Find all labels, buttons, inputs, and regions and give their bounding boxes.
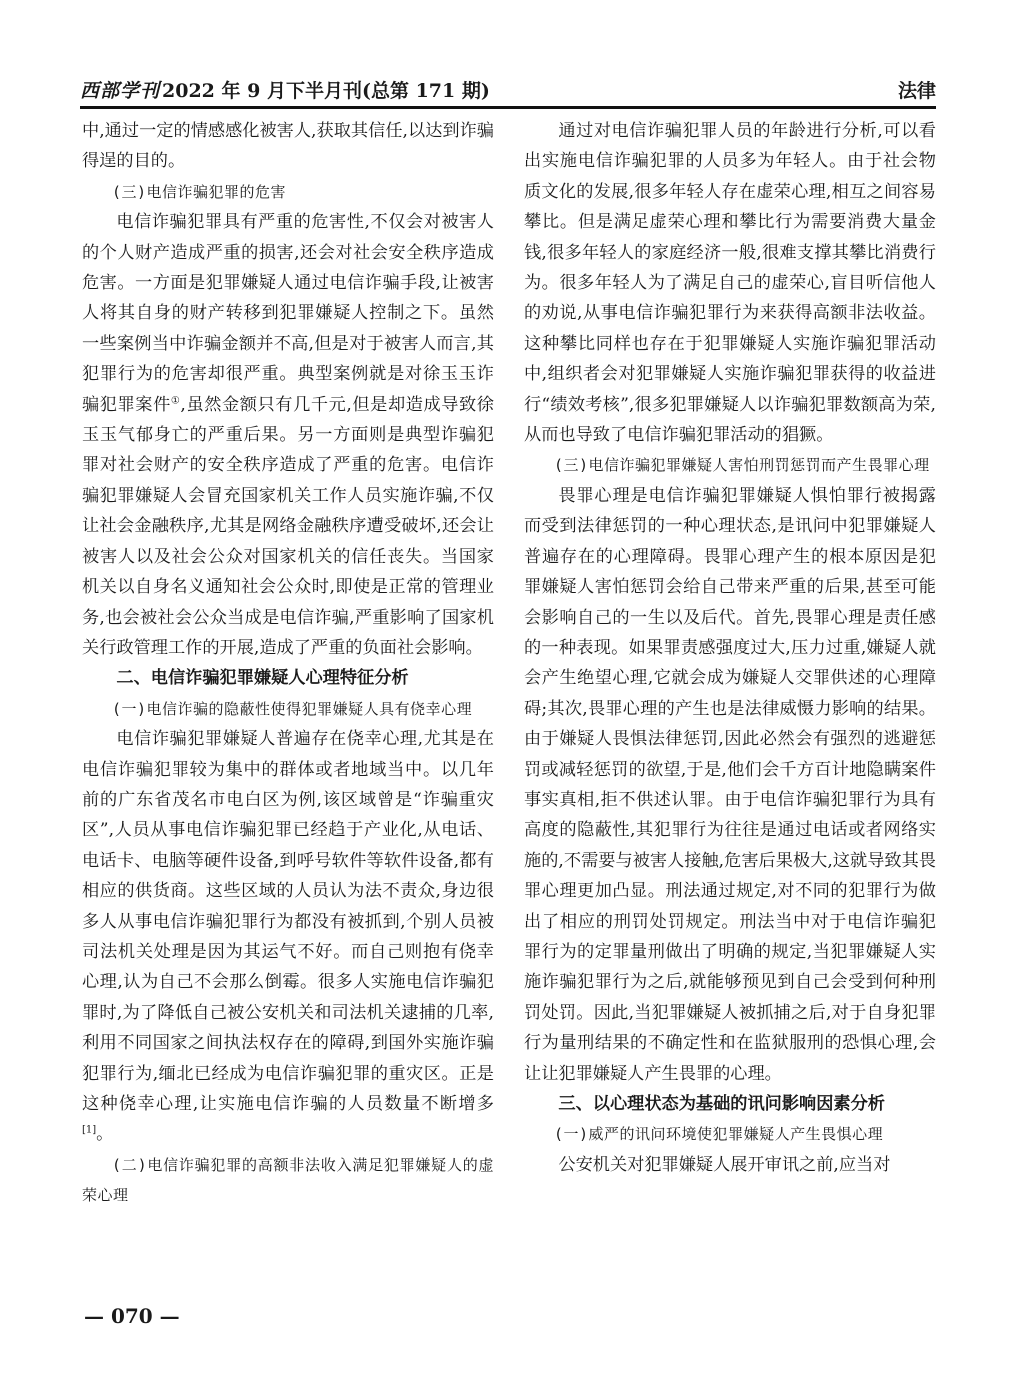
journal-title <box>80 76 490 103</box>
subsection-heading: (一)威严的讯问环境使犯罪嫌疑人产生畏惧心理 <box>554 1125 884 1144</box>
paragraph: 通过对电信诈骗犯罪人员的年龄进行分析,可以看出实施电信诈骗犯罪的人员多为年轻人。由于社会物质文化的发展,很多年轻人存在虚荣心理,相互之间容易攀比。但是满足虚荣心理和攀比行为需要消费大量金钱,很多年轻人的家庭经济一般,很难支撑其攀比消费行为。很多年轻人为了满足自己的虚荣心,盲目听信他人的劝说,从事电信诈骗犯罪行为来获得高额非法收益。这种攀比同样也存在于犯罪嫌疑人实施诈骗犯罪活动中,组织者会对犯罪嫌疑人实施诈骗犯罪获得的收益进行“绩效考核”,很多犯罪嫌疑人以诈骗犯罪数额高为荣,从而也导致了电信诈骗犯罪活动的猖獗。 <box>524 121 936 446</box>
paragraph <box>82 207 494 663</box>
right-column <box>524 116 936 1180</box>
paragraph: 公安机关对犯罪嫌疑人展开审讯之前,应当对 <box>558 1154 891 1175</box>
running-header <box>80 72 936 108</box>
subsection-heading: (三)电信诈骗犯罪的危害 <box>112 182 287 201</box>
section-heading: 二、电信诈骗犯罪嫌疑人心理特征分析 <box>116 668 409 689</box>
left-column <box>82 116 494 1211</box>
journal-logo: 西部学刊 <box>80 80 161 102</box>
section-heading: 三、以心理状态为基础的讯问影响因素分析 <box>558 1094 885 1114</box>
header-rule <box>80 106 936 109</box>
paragraph <box>82 724 494 1150</box>
paragraph: 畏罪心理是电信诈骗犯罪嫌疑人惧怕罪行被揭露而受到法律惩罚的一种心理状态,是讯问中犯罪嫌疑人普遍存在的心理障碍。畏罪心理产生的根本原因是犯罪嫌疑人害怕惩罚会给自己带来严重的后果,甚至可能会影响自己的一生以及后代。首先,畏罪心理是责任感的一种表现。如果罪责感强度过大,压力过重,嫌疑人就会产生绝望心理,它就会成为嫌疑人交罪供述的心理障碍;其次,畏罪心理的产生也是法律威慑力影响的结果。由于嫌疑人畏惧法律惩罚,因此必然会有强烈的逃避惩罚或减轻惩罚的欲望,于是,他们会千方百计地隐瞒案件事实真相,拒不供述认罪。由于电信诈骗犯罪行为具有高度的隐蔽性,其犯罪行为往往是通过电话或者网络实施的,不需要与被害人接触,危害后果极大,这就导致其畏罪心理更加凸显。刑法通过规定,对不同的犯罪行为做出了相应的刑罚处罚规定。刑法当中对于电信诈骗犯罪行为的定罪量刑做出了明确的规定,当犯罪嫌疑人实施诈骗犯罪行为之后,就能够预见到自己会受到何种刑罚处罚。因此,当犯罪嫌疑人被抓捕之后,对于自身犯罪行为量刑结果的不确定性和在监狱服刑的恐惧心理,会让让犯罪嫌疑人产生畏罪的心理。 <box>524 485 936 1084</box>
reference-marker[interactable]: [1] <box>82 1124 97 1136</box>
subsection-heading: (三)电信诈骗犯罪嫌疑人害怕刑罚惩罚而产生畏罪心理 <box>554 456 930 475</box>
paragraph-text: 。 <box>96 1124 114 1145</box>
subsection-heading: (二)电信诈骗犯罪的高额非法收入满足犯罪嫌疑人的虚荣心理 <box>82 1155 494 1205</box>
paragraph-text: ,虽然金额只有几千元,但是却造成导致徐玉玉气郁身亡的严重后果。另一方面则是典型诈骗犯罪对社会财产的安全秩序造成了严重的危害。电信诈骗犯罪嫌疑人会冒充国家机关工作人员实施诈骗,不仅让社会金融秩序,尤其是网络金融秩序遭受破坏,还会让被害人以及社会公众对国家机关的信任丧失。当国家机关以自身名义通知社会公众时,即使是正常的管理业务,也会被社会公众当成是电信诈骗,严重影响了国家机关行政管理工作的开展,造成了严重的负面社会影响。 <box>82 394 494 658</box>
paragraph: 中,通过一定的情感感化被害人,获取其信任,以达到诈骗得逞的目的。 <box>82 121 494 172</box>
page-number: — 070 — <box>84 1304 180 1328</box>
paragraph-text: 电信诈骗犯罪具有严重的危害性,不仅会对被害人的个人财产造成严重的损害,还会对社会安全秩序造成危害。一方面是犯罪嫌疑人通过电信诈骗手段,让被害人将其自身的财产转移到犯罪嫌疑人控制之下。虽然一些案例当中诈骗金额并不高,但是对于被害人而言,其犯罪行为的危害却很严重。典型案例就是对徐玉玉诈骗犯罪案件 <box>82 212 494 415</box>
footnote-marker[interactable]: ① <box>170 394 181 406</box>
paragraph-text: 电信诈骗犯罪嫌疑人普遍存在侥幸心理,尤其是在电信诈骗犯罪较为集中的群体或者地域当中。以几年前的广东省茂名市电白区为例,该区域曾是“诈骗重灾区”,人员从事电信诈骗犯罪已经趋于产业化,从电话、电话卡、电脑等硬件设备,到呼号软件等软件设备,都有相应的供货商。这些区域的人员认为法不责众,身边很多人从事电信诈骗犯罪行为都没有被抓到,个别人员被司法机关处理是因为其运气不好。而自己则抱有侥幸心理,认为自己不会那么倒霉。很多人实施电信诈骗犯罪时,为了降低自己被公安机关和司法机关逮捕的几率,利用不同国家之间执法权存在的障碍,到国外实施诈骗犯罪行为,缅北已经成为电信诈骗犯罪的重灾区。正是这种侥幸心理,让实施电信诈骗的人员数量不断增多 <box>82 729 494 1114</box>
subsection-heading: (一)电信诈骗的隐蔽性使得犯罪嫌疑人具有侥幸心理 <box>112 699 473 718</box>
section-name: 法律 <box>897 80 936 102</box>
issue-info: 2022 年 9 月下半月刊(总第 171 期) <box>162 80 490 102</box>
